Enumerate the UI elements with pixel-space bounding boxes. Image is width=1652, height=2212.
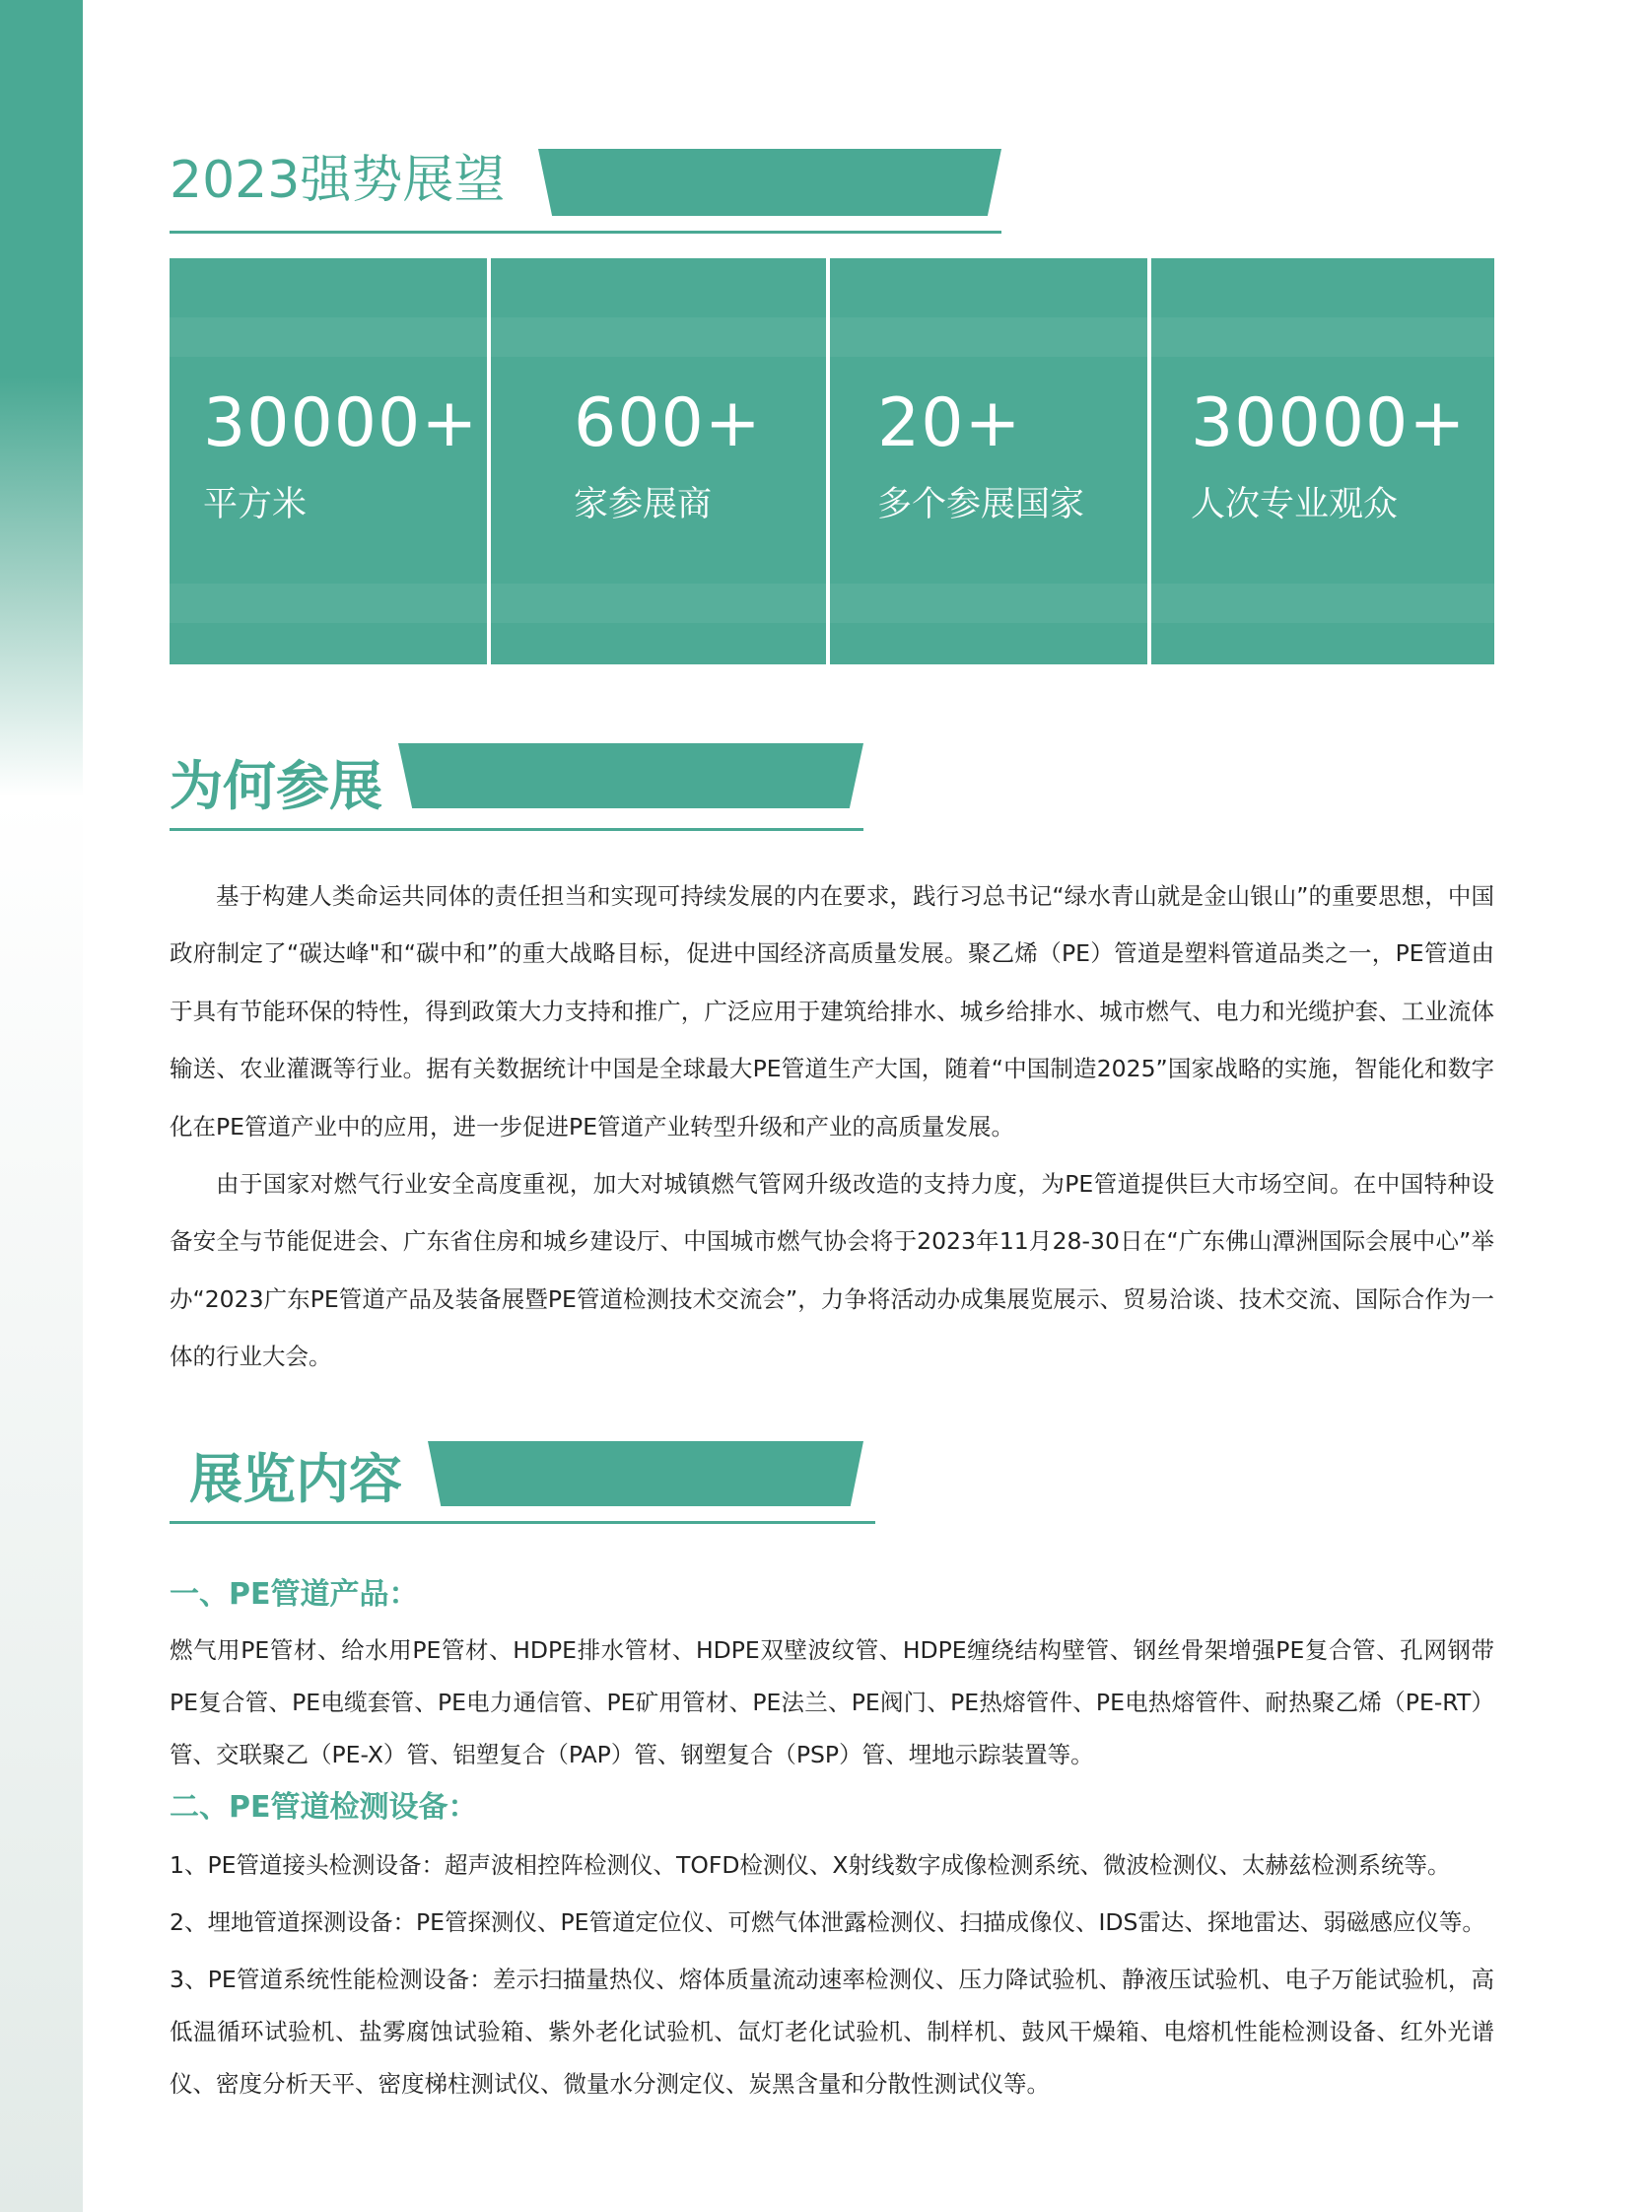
title-band <box>428 1441 863 1506</box>
stat-card <box>170 258 487 664</box>
stat-value: 30000+ <box>203 384 479 462</box>
products-text: 燃气用PE管材、给水用PE管材、HDPE排水管材、HDPE双壁波纹管、HDPE缠绕结构壁管、钢丝骨架增强PE复合管、孔网钢带PE复合管、PE电缆套管、PE电力通信管、PE矿用管材、PE法兰、PE阀门、PE热熔管件、PE电热熔管件、耐热聚乙烯（PE-RT）管、交联聚乙（PE-X）管、铝塑复合（PAP）管、钢塑复合（PSP）管、埋地示踪装置等。 <box>170 1636 1494 1768</box>
title-band <box>398 743 863 808</box>
stat-card <box>491 258 826 664</box>
stats-grid <box>170 258 1494 664</box>
title-underline <box>170 828 863 831</box>
stat-label: 家参展商 <box>574 485 713 524</box>
section-title: 展览内容 <box>189 1448 402 1510</box>
section-title: 2023强势展望 <box>170 151 506 210</box>
paragraph: 基于构建人类命运共同体的责任担当和实现可持续发展的内在要求，践行习总书记“绿水青山就是金山银山”的重要思想，中国政府制定了“碳达峰"和“碳中和”的重大战略目标，促进中国经济高质量发展。聚乙烯（PE）管道是塑料管道品类之一，PE管道由于具有节能环保的特性，得到政策大力支持和推广，广泛应用于建筑给排水、城乡给排水、城市燃气、电力和光缆护套、工业流体输送、农业灌溉等行业。据有关数据统计中国是全球最大PE管道生产大国，随着“中国制造2025”国家战略的实施，智能化和数字化在PE管道产业中的应用，进一步促进PE管道产业转型升级和产业的高质量发展。 <box>170 882 1494 1141</box>
stat-card <box>1151 258 1494 664</box>
stat-label: 人次专业观众 <box>1191 485 1399 524</box>
title-underline <box>170 231 1001 234</box>
stat-value: 600+ <box>574 384 762 462</box>
equipment-item: 1、PE管道接头检测设备：超声波相控阵检测仪、TOFD检测仪、X射线数字成像检测系统、微波检测仪、太赫兹检测系统等。 <box>170 1851 1451 1879</box>
stat-value: 30000+ <box>1191 384 1467 462</box>
stat-label: 多个参展国家 <box>877 485 1085 524</box>
section-title: 为何参展 <box>170 755 382 817</box>
equipment-heading: 二、PE管道检测设备： <box>170 1790 478 1825</box>
stat-value: 20+ <box>877 384 1022 462</box>
stat-card <box>830 258 1147 664</box>
stat-label: 平方米 <box>203 485 308 524</box>
decorative-side-bar <box>0 0 83 2212</box>
products-heading: 一、PE管道产品： <box>170 1577 419 1612</box>
title-band <box>538 149 1001 216</box>
why-text <box>170 867 1494 1386</box>
title-underline <box>170 1521 875 1524</box>
equipment-item: 3、PE管道系统性能检测设备：差示扫描量热仪、熔体质量流动速率检测仪、压力降试验机、静液压试验机、电子万能试验机，高低温循环试验机、盐雾腐蚀试验箱、紫外老化试验机、氙灯老化试验机、制样机、鼓风干燥箱、电熔机性能检测设备、红外光谱仪、密度分析天平、密度梯柱测试仪、微量水分测定仪、炭黑含量和分散性测试仪等。 <box>170 1966 1494 2098</box>
paragraph: 由于国家对燃气行业安全高度重视，加大对城镇燃气管网升级改造的支持力度，为PE管道提供巨大市场空间。在中国特种设备安全与节能促进会、广东省住房和城乡建设厅、中国城市燃气协会将于2023年11月28-30日在“广东佛山潭洲国际会展中心”举办“2023广东PE管道产品及装备展暨PE管道检测技术交流会”，力争将活动办成集展览展示、贸易洽谈、技术交流、国际合作为一体的行业大会。 <box>170 1170 1494 1371</box>
equipment-item: 2、埋地管道探测设备：PE管探测仪、PE管道定位仪、可燃气体泄露检测仪、扫描成像仪、IDS雷达、探地雷达、弱磁感应仪等。 <box>170 1908 1485 1936</box>
